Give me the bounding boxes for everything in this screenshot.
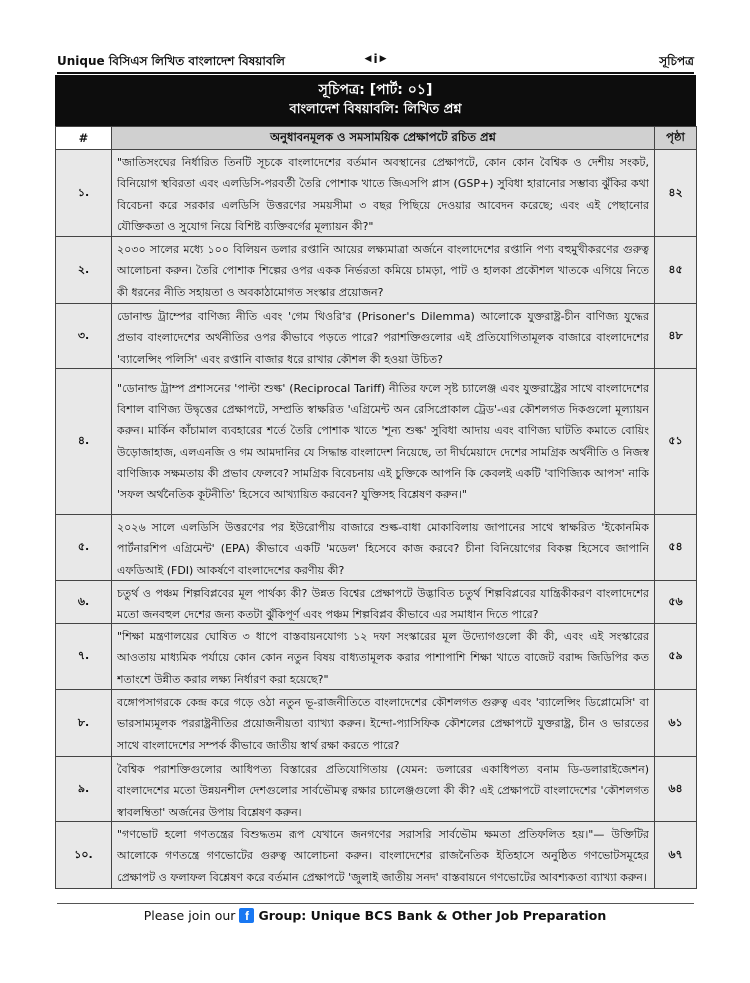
row-question [112, 150, 655, 237]
footer-prefix: Please join our [143, 908, 236, 923]
row-number: ১. [56, 150, 112, 237]
question-text: "শিক্ষা মন্ত্রণালয়ের ঘোষিত ৩ ধাপে বাস্তবায়নযোগ্য ১২ দফা সংস্কারের মূল উদ্যোগগুলো কী কী, এবং এই সংস্কারের আওতায় মাধ্যমিক পর্যায়ে কোন কোন নতুন বিষয় বাধ্যতামূলক করার পাশাপাশি শিক্ষা খাতে বাজেট বরাদ্দ জিডিপির কত শতাংশে উন্নীত করার লক্ষ্য নির্ধারণ করা হয়েছে?" [117, 630, 649, 686]
facebook-icon[interactable]: f [239, 908, 254, 923]
row-question [112, 690, 655, 757]
toc-row[interactable] [56, 304, 697, 369]
row-number: ৯. [56, 757, 112, 822]
page-marker [365, 52, 387, 66]
toc-row[interactable] [56, 624, 697, 690]
page-footer [0, 908, 750, 923]
triangle-left-icon: ◀ [364, 54, 372, 64]
toc-row[interactable] [56, 581, 697, 624]
row-page[interactable]: ৪৫ [655, 237, 697, 304]
row-page[interactable]: ৫১ [655, 369, 697, 515]
row-question [112, 581, 655, 624]
row-question [112, 624, 655, 690]
row-page[interactable]: ৬৪ [655, 757, 697, 822]
toc-row[interactable] [56, 369, 697, 515]
row-number: ৪. [56, 369, 112, 515]
row-question [112, 304, 655, 369]
row-page[interactable]: ৪৮ [655, 304, 697, 369]
header-divider [57, 72, 694, 74]
row-question [112, 237, 655, 304]
question-text: বঙ্গোপসাগরকে কেন্দ্র করে গড়ে ওঠা নতুন ভূ-রাজনীতিতে বাংলাদেশের কৌশলগত গুরুত্ব এবং 'ব্যালেন্সিং ডিপ্লোমেসি' বা ভারসাম্যমূলক পররাষ্ট্রনীতির প্রয়োজনীয়তা ব্যাখ্যা করুন। ইন্দো-প্যাসিফিক কৌশলের প্রেক্ষাপটে যুক্তরাষ্ট্র, চীন ও ভারতের সাথে বাংলাদেশের সম্পর্ক কীভাবে জাতীয় স্বার্থ রক্ষা করতে পারে? [117, 696, 649, 752]
triangle-right-icon: ▶ [379, 54, 387, 64]
toc-row[interactable] [56, 237, 697, 304]
title-banner [55, 75, 696, 126]
book-title: Unique বিসিএস লিখিত বাংলাদেশ বিষয়াবলি [57, 54, 285, 68]
title-line-2: বাংলাদেশ বিষয়াবলি: লিখিত প্রশ্ন [289, 102, 462, 117]
question-text: ২০২৬ সালে এলডিসি উত্তরণের পর ইউরোপীয় বাজারে শুল্ক-বাধা মোকাবিলায় জাপানের সাথে স্বাক্ষরিত 'ইকোনমিক পার্টনারশিপ এগ্রিমেন্ট' (EPA) কীভাবে একটি 'মডেল' হিসেবে কাজ করবে? চীনা বিনিয়োগের বিকল্প হিসেবে জাপানি এফডিআই (FDI) আকর্ষণে বাংলাদেশের করণীয় কী? [117, 521, 649, 577]
toc-table [55, 126, 697, 889]
toc-row[interactable] [56, 822, 697, 889]
col-header-page: পৃষ্ঠা [655, 127, 697, 150]
toc-row[interactable] [56, 515, 697, 581]
section-label: সূচিপত্র [659, 54, 694, 68]
row-question [112, 822, 655, 889]
row-number: ৫. [56, 515, 112, 581]
row-page[interactable]: ৫৬ [655, 581, 697, 624]
toc-header-row [56, 127, 697, 150]
row-number: ১০. [56, 822, 112, 889]
row-page[interactable]: ৬৭ [655, 822, 697, 889]
row-number: ৭. [56, 624, 112, 690]
col-header-number: # [56, 127, 112, 150]
question-text: চতুর্থ ও পঞ্চম শিল্পবিপ্লবের মূল পার্থক্য কী? উন্নত বিশ্বের প্রেক্ষাপটে উদ্ভাবিত চতুর্থ শিল্পবিপ্লবের যান্ত্রিকীকরণ বাংলাদেশের মতো জনবহুল দেশের জন্য কতটা ঝুঁকিপূর্ণ এবং পঞ্চম শিল্পবিপ্লব কীভাবে এর সমাধান দিতে পারে? [117, 587, 649, 621]
page-number: i [373, 52, 378, 66]
row-question [112, 369, 655, 515]
page-header [57, 49, 694, 71]
row-page[interactable]: ৬১ [655, 690, 697, 757]
question-text: "জাতিসংঘের নির্ধারিত তিনটি সূচকে বাংলাদেশের বর্তমান অবস্থানের প্রেক্ষাপটে, কোন কোন বৈশ্বিক ও দেশীয় সংকট, বিনিয়োগ স্থবিরতা এবং এলডিসি-পরবর্তী তৈরি পোশাক খাতে জিএসপি প্লাস (GSP+) সুবিধা হারানোর সম্ভাব্য ঝুঁকির কথা বিবেচনা করে সরকার এলডিসি উত্তরণের সময়সীমা ৩ বছর পিছিয়ে দেওয়ার আবেদন করেছে; এবং এই পেছানোর যৌক্তিকতা ও সুযোগ নিয়ে বিশিষ্ট ব্যক্তিবর্গের মূল্যায়ন কী?" [117, 156, 649, 233]
row-number: ২. [56, 237, 112, 304]
question-text: ডোনাল্ড ট্রাম্পের বাণিজ্য নীতি এবং 'গেম থিওরি'র (Prisoner's Dilemma) আলোকে যুক্তরাষ্ট্র-চীন বাণিজ্য যুদ্ধের প্রভাব বাংলাদেশের অর্থনীতির ওপর কীভাবে পড়তে পারে? পরাশক্তিগুলোর এই প্রতিযোগিতামূলক বাজারে বাংলাদেশের 'ব্যালেন্সিং পলিসি' এবং রপ্তানি বাজার ধরে রাখার কৌশল কী হওয়া উচিত? [117, 310, 649, 366]
question-text: বৈশ্বিক পরাশক্তিগুলোর আধিপত্য বিস্তারের প্রতিযোগিতায় (যেমন: ডলারের একাধিপত্য বনাম ডি-ডলারাইজেশন) বাংলাদেশের মতো উন্নয়নশীল দেশগুলোর সার্বভৌমত্ব রক্ষার চ্যালেঞ্জগুলো কী কী? এই প্রেক্ষাপটে বাংলাদেশের 'কৌশলগত স্বাবলম্বিতা' অর্জনের উপায় বিশ্লেষণ করুন। [117, 763, 649, 819]
row-number: ৮. [56, 690, 112, 757]
row-question [112, 757, 655, 822]
footer-divider [57, 903, 694, 904]
row-page[interactable]: ৪২ [655, 150, 697, 237]
title-line-1: সূচিপত্র: [পার্ট: ০১] [318, 82, 433, 98]
question-text: "ডোনাল্ড ট্রাম্প প্রশাসনের 'পাল্টা শুল্ক' (Reciprocal Tariff) নীতির ফলে সৃষ্ট চ্যালেঞ্জ এবং যুক্তরাষ্ট্রের সাথে বাংলাদেশের বিশাল বাণিজ্য উদ্বৃত্তের প্রেক্ষাপটে, সম্প্রতি স্বাক্ষরিত 'এগ্রিমেন্ট অন রেসিপ্রোকাল ট্রেড'-এর কৌশলগত দিকগুলো মূল্যায়ন করুন। মার্কিন কাঁচামাল ব্যবহারের শর্তে তৈরি পোশাক খাতে 'শূন্য শুল্ক' সুবিধা আদায় এবং বাণিজ্য ঘাটতি কমাতে বোয়িং উড়োজাহাজ, এলএনজি ও গম আমদানির যে সিদ্ধান্ত বাংলাদেশ নিয়েছে, তা দীর্ঘমেয়াদে দেশের সামগ্রিক অর্থনীতি ও নিজস্ব বাণিজ্যিক সক্ষমতায় কী প্রভাব ফেলবে? সামগ্রিক বিবেচনায় এই চুক্তিকে আপনি কি কেবলই একটি 'বাণিজ্যিক আপস' নাকি 'সফল অর্থনৈতিক কূটনীতি' হিসেবে আখ্যায়িত করবেন? যুক্তিসহ বিশ্লেষণ করুন।" [117, 381, 649, 502]
toc-row[interactable] [56, 757, 697, 822]
row-number: ৬. [56, 581, 112, 624]
footer-group-link[interactable]: Group: Unique BCS Bank & Other Job Preparation [258, 908, 607, 923]
toc-row[interactable] [56, 690, 697, 757]
question-text: "গণভোট হলো গণতন্ত্রের বিশুদ্ধতম রূপ যেখানে জনগণের সরাসরি সার্বভৌম ক্ষমতা প্রতিফলিত হয়।"— উক্তিটির আলোকে গণতন্ত্রে গণভোটের গুরুত্ব আলোচনা করুন। বাংলাদেশের রাজনৈতিক ইতিহাসে অনুষ্ঠিত গণভোটসমূহের প্রেক্ষাপট ও ফলাফল বিশ্লেষণ করে বর্তমান প্রেক্ষাপটে 'জুলাই জাতীয় সনদ' বাস্তবায়নে গণভোটের আবশ্যকতা ব্যাখ্যা করুন। [117, 828, 649, 884]
toc-row[interactable] [56, 150, 697, 237]
row-page[interactable]: ৫৯ [655, 624, 697, 690]
row-page[interactable]: ৫৪ [655, 515, 697, 581]
question-text: ২০৩০ সালের মধ্যে ১০০ বিলিয়ন ডলার রপ্তানি আয়ের লক্ষ্যমাত্রা অর্জনে বাংলাদেশের রপ্তানি পণ্য বহুমুখীকরণের গুরুত্ব আলোচনা করুন। তৈরি পোশাক শিল্পের ওপর একক নির্ভরতা কমিয়ে চামড়া, পাট ও হালকা প্রকৌশল খাতকে এগিয়ে নিতে কী ধরনের নীতি সহায়তা ও অবকাঠামোগত সংস্কার প্রয়োজন? [117, 243, 649, 299]
row-question [112, 515, 655, 581]
col-header-question: অনুধাবনমূলক ও সমসাময়িক প্রেক্ষাপটে রচিত প্রশ্ন [112, 127, 655, 150]
row-number: ৩. [56, 304, 112, 369]
